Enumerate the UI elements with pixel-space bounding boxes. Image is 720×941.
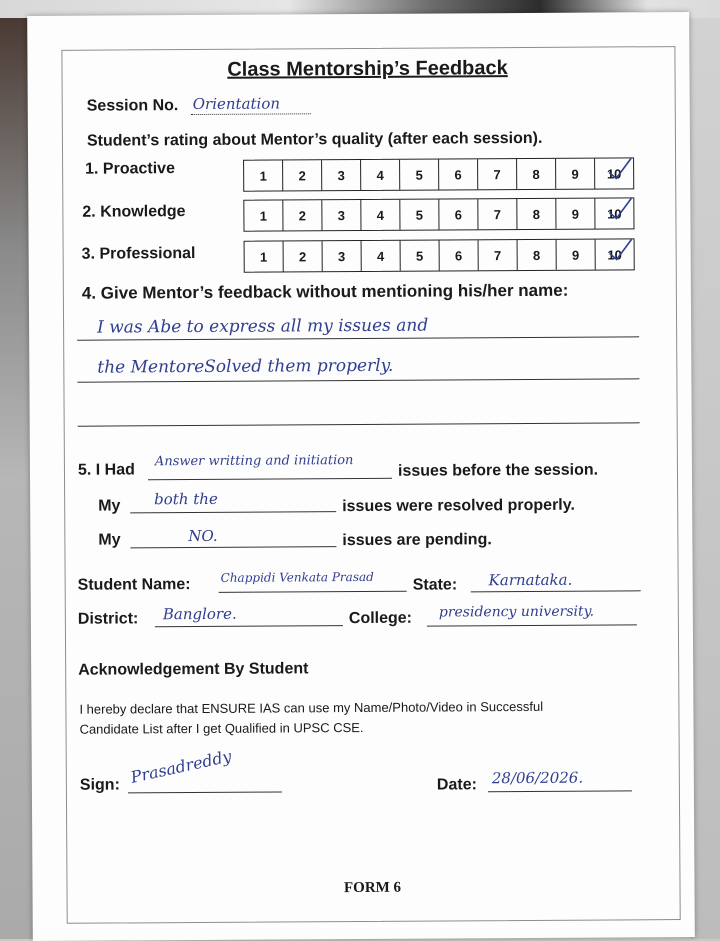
form-title: Class Mentorship’s Feedback: [227, 57, 508, 81]
rating-cell[interactable]: 3: [322, 160, 361, 190]
rating-cell[interactable]: 5: [401, 241, 440, 271]
session-label: Session No.: [86, 97, 179, 115]
rating-heading: Student’s rating about Mentor’s quality (after each session).: [86, 129, 543, 150]
acknowledgement-heading: Acknowledgement By Student: [78, 660, 309, 679]
rating-cell[interactable]: 9: [557, 240, 596, 270]
sign-label: Sign:: [79, 776, 120, 794]
declaration-line-2: Candidate List after I get Qualified in UPSC CSE.: [79, 719, 364, 737]
q4-label: 4. Give Mentor’s feedback without mentioning his/her name:: [81, 280, 569, 303]
rating-cell-selected[interactable]: 10: [596, 239, 634, 269]
rating-scale-proactive[interactable]: [243, 157, 634, 191]
rating-cell-selected[interactable]: 10: [595, 158, 633, 188]
rating-cell[interactable]: 6: [440, 240, 479, 270]
rating-cell[interactable]: 9: [556, 199, 595, 229]
state-value[interactable]: Karnataka.: [488, 570, 573, 590]
rating-label-professional: 3. Professional: [81, 245, 196, 263]
rating-cell[interactable]: 4: [361, 200, 400, 230]
feedback-form-sheet: [27, 12, 695, 941]
declaration-line-1: I hereby declare that ENSURE IAS can use my Name/Photo/Video in Successful: [79, 698, 544, 717]
rating-cell[interactable]: 6: [439, 199, 478, 229]
college-value[interactable]: presidency university.: [438, 603, 595, 621]
rating-cell[interactable]: 8: [517, 199, 556, 229]
checkmark-icon: [607, 196, 633, 222]
state-label: State:: [412, 576, 458, 594]
resolved-suffix: issues were resolved properly.: [342, 496, 575, 516]
rating-cell[interactable]: 3: [322, 200, 361, 230]
photo-background-right: [690, 18, 720, 939]
pending-suffix: issues are pending.: [342, 531, 492, 550]
rating-scale-knowledge[interactable]: [243, 197, 634, 231]
rating-cell[interactable]: 5: [400, 200, 439, 230]
rating-label-knowledge: 2. Knowledge: [82, 203, 186, 221]
session-value: Orientation: [192, 94, 281, 114]
pending-my-label: My: [98, 531, 121, 549]
rating-cell[interactable]: 7: [479, 240, 518, 270]
resolved-answer[interactable]: both the: [154, 489, 218, 509]
rating-cell[interactable]: 4: [361, 160, 400, 190]
resolved-my-label: My: [98, 497, 121, 515]
rating-cell[interactable]: 1: [245, 241, 284, 271]
rating-cell[interactable]: 7: [478, 199, 517, 229]
rating-cell[interactable]: 4: [362, 241, 401, 271]
college-label: College:: [348, 609, 413, 628]
district-value[interactable]: Banglore.: [162, 604, 237, 624]
q5-prefix: 5. I Had: [77, 461, 135, 479]
q5-answer[interactable]: Answer writting and initiation: [154, 453, 354, 470]
rating-cell[interactable]: 7: [478, 159, 517, 189]
checkmark-icon: [608, 237, 634, 263]
rating-cell[interactable]: 3: [323, 241, 362, 271]
rating-cell[interactable]: 1: [244, 200, 283, 230]
rating-cell[interactable]: 2: [283, 160, 322, 190]
signature[interactable]: Prasadreddy: [128, 746, 234, 787]
rating-cell[interactable]: 2: [283, 200, 322, 230]
checkmark-icon: [607, 156, 633, 182]
student-name-value[interactable]: Chappidi Venkata Prasad: [220, 569, 374, 585]
form-number: FORM 6: [343, 879, 402, 897]
rating-cell[interactable]: 1: [244, 160, 283, 190]
rating-cell[interactable]: 8: [518, 240, 557, 270]
rating-cell[interactable]: 2: [284, 241, 323, 271]
q4-answer-line1[interactable]: I was Abe to express all my issues and: [97, 315, 429, 338]
q5-suffix: issues before the session.: [397, 461, 599, 480]
rating-label-proactive: 1. Proactive: [85, 160, 175, 178]
rating-cell-selected[interactable]: 10: [595, 198, 633, 228]
rating-cell[interactable]: 5: [400, 160, 439, 190]
rating-cell[interactable]: 8: [517, 159, 556, 189]
rating-cell[interactable]: 6: [439, 159, 478, 189]
rating-scale-professional[interactable]: [244, 238, 635, 272]
date-label: Date:: [436, 776, 477, 794]
rating-cell[interactable]: 9: [556, 159, 595, 189]
student-name-label: Student Name:: [77, 576, 191, 594]
date-value[interactable]: 28/06/2026.: [491, 768, 584, 788]
district-label: District:: [77, 610, 139, 628]
q4-answer-line2[interactable]: the MentoreSolved them properly.: [97, 355, 394, 378]
pending-answer[interactable]: NO.: [188, 526, 218, 546]
